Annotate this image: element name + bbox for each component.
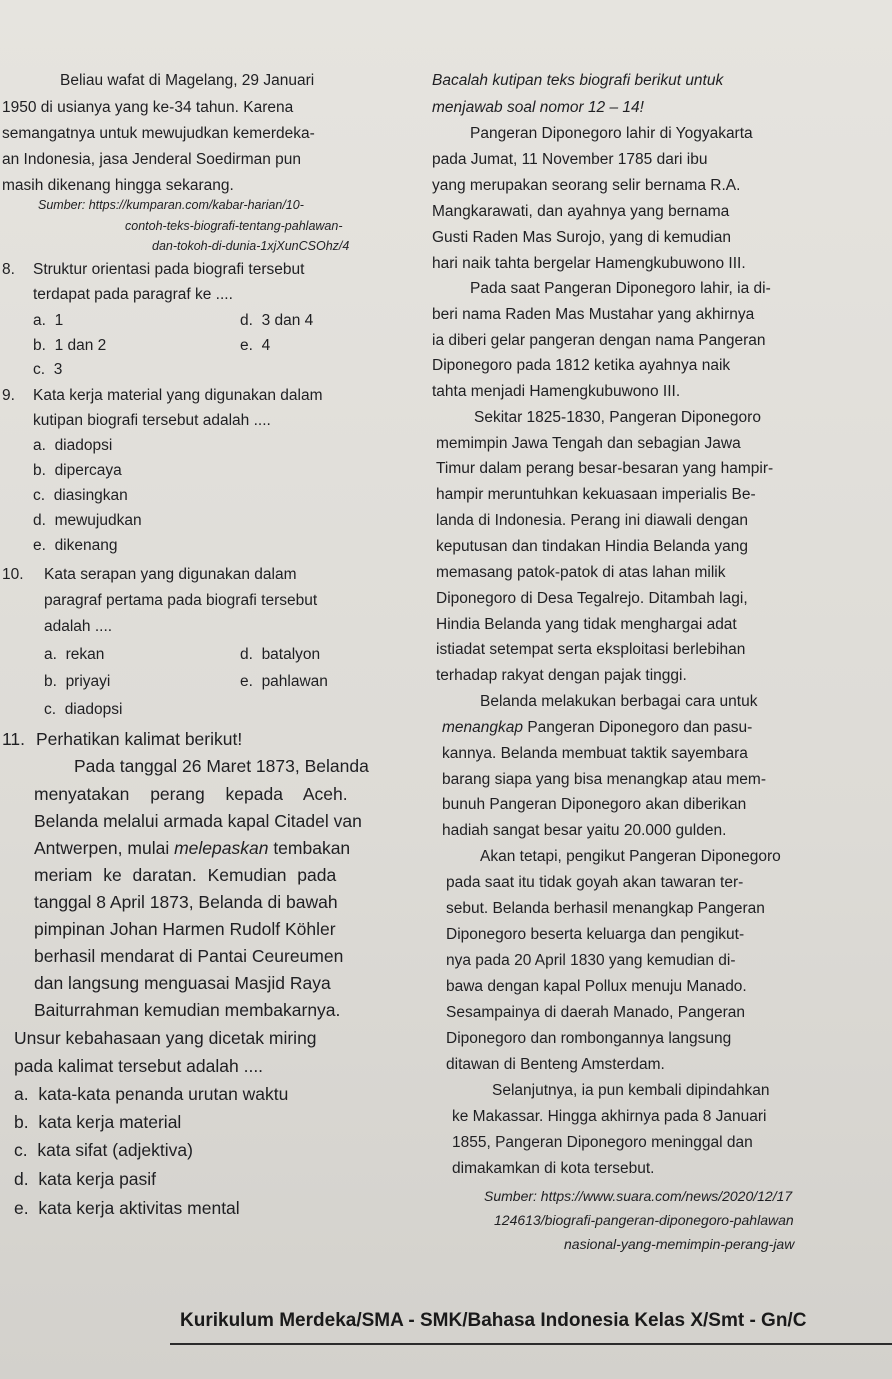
intro-line: Beliau wafat di Magelang, 29 Januari: [60, 72, 315, 89]
question-9-option-d[interactable]: d. mewujudkan: [33, 512, 142, 529]
source-line: 124613/biografi-pangeran-diponegoro-pahlawan: [494, 1212, 794, 1228]
source-line: nasional-yang-memimpin-perang-jaw: [564, 1236, 795, 1252]
question-10-text: adalah ....: [44, 618, 113, 635]
paragraph-5-line: Akan tetapi, pengikut Pangeran Diponegoro: [480, 848, 781, 865]
paragraph-6-line: dimakamkan di kota tersebut.: [452, 1160, 655, 1177]
passage-line: berhasil mendarat di Pantai Ceureumen: [34, 946, 344, 966]
passage-line: meriam ke daratan. Kemudian pada: [34, 865, 337, 885]
paragraph-6-line: 1855, Pangeran Diponegoro meninggal dan: [452, 1134, 753, 1151]
question-10-option-c[interactable]: c. diadopsi: [44, 701, 123, 718]
instruction-line: Bacalah kutipan teks biografi berikut untuk: [432, 72, 724, 89]
paragraph-3-line: memasang patok-patok di atas lahan milik: [436, 564, 726, 581]
passage-line: Belanda melalui armada kapal Citadel van: [34, 811, 362, 831]
question-8-option-a[interactable]: a. 1: [33, 312, 64, 329]
question-8-option-b[interactable]: b. 1 dan 2: [33, 337, 107, 354]
passage-line: pimpinan Johan Harmen Rudolf Köhler: [34, 919, 336, 939]
paragraph-1-line: hari naik tahta bergelar Hamengkubuwono III.: [432, 255, 746, 272]
paragraph-1-line: Mangkarawati, dan ayahnya yang bernama: [432, 203, 730, 220]
question-9-text: kutipan biografi tersebut adalah ....: [33, 412, 271, 429]
paragraph-2-line: tahta menjadi Hamengkubuwono III.: [432, 383, 681, 400]
paragraph-3-line: hampir meruntuhkan kekuasaan imperialis Be-: [436, 486, 756, 503]
paragraph-1-line: pada Jumat, 11 November 1785 dari ibu: [432, 151, 708, 168]
question-9-option-a[interactable]: a. diadopsi: [33, 437, 113, 454]
page-footer: Kurikulum Merdeka/SMA - SMK/Bahasa Indonesia Kelas X/Smt - Gn/C: [180, 1310, 807, 1331]
question-11-option-e[interactable]: e. kata kerja aktivitas mental: [14, 1198, 240, 1218]
paragraph-4-line: bunuh Pangeran Diponegoro akan diberikan: [442, 796, 747, 813]
paragraph-2-line: Diponegoro pada 1812 ketika ayahnya naik: [432, 357, 731, 374]
question-11-option-c[interactable]: c. kata sifat (adjektiva): [14, 1140, 193, 1160]
intro-line: an Indonesia, jasa Jenderal Soedirman pun: [2, 151, 302, 168]
passage-line: menyatakan perang kepada Aceh.: [34, 784, 348, 804]
paragraph-3-line: Hindia Belanda yang tidak menghargai adat: [436, 616, 737, 633]
question-10-option-e[interactable]: e. pahlawan: [240, 673, 328, 690]
paragraph-5-line: ditawan di Benteng Amsterdam.: [446, 1056, 665, 1073]
source-line: dan-tokoh-di-dunia-1xjXunCSOhz/4: [152, 239, 350, 253]
passage-line: Baiturrahman kemudian membakarnya.: [34, 1000, 341, 1020]
question-10-option-b[interactable]: b. priyayi: [44, 673, 111, 690]
question-11-option-b[interactable]: b. kata kerja material: [14, 1112, 182, 1132]
paragraph-6-line: Selanjutnya, ia pun kembali dipindahkan: [492, 1082, 770, 1099]
question-8-option-e[interactable]: e. 4: [240, 337, 271, 354]
paragraph-2-line: beri nama Raden Mas Mustahar yang akhirnya: [432, 306, 755, 323]
question-11-option-a[interactable]: a. kata-kata penanda urutan waktu: [14, 1084, 289, 1104]
paragraph-1-line: Pangeran Diponegoro lahir di Yogyakarta: [470, 125, 753, 142]
question-11-option-d[interactable]: d. kata kerja pasif: [14, 1169, 157, 1189]
paragraph-4-line: barang siapa yang bisa menangkap atau mem-: [442, 771, 766, 788]
question-9-text: Kata kerja material yang digunakan dalam: [33, 387, 323, 404]
paragraph-3-line: memimpin Jawa Tengah dan sebagian Jawa: [436, 435, 741, 452]
paragraph-4-line: hadiah sangat besar yaitu 20.000 gulden.: [442, 822, 727, 839]
question-10-text: Kata serapan yang digunakan dalam: [44, 566, 297, 583]
question-11-text: Unsur kebahasaan yang dicetak miring: [14, 1028, 317, 1048]
question-8-text: terdapat pada paragraf ke ....: [33, 286, 233, 303]
question-9-number: 9.: [2, 387, 15, 404]
paragraph-5-line: nya pada 20 April 1830 yang kemudian di-: [446, 952, 736, 969]
paragraph-5-line: pada saat itu tidak goyah akan tawaran ter-: [446, 874, 744, 891]
paragraph-1-line: Gusti Raden Mas Surojo, yang di kemudian: [432, 229, 731, 246]
paragraph-4-line: kannya. Belanda membuat taktik sayembara: [442, 745, 748, 762]
intro-line: masih dikenang hingga sekarang.: [2, 177, 234, 194]
source-line: contoh-teks-biografi-tentang-pahlawan-: [125, 219, 343, 233]
passage-line: Antwerpen, mulai melepaskan tembakan: [34, 838, 351, 858]
paragraph-1-line: yang merupakan seorang selir bernama R.A.: [432, 177, 741, 194]
question-10-number: 10.: [2, 566, 24, 583]
question-9-option-b[interactable]: b. dipercaya: [33, 462, 122, 479]
paragraph-5-line: bawa dengan kapal Pollux menuju Manado.: [446, 978, 747, 995]
passage-line: tanggal 8 April 1873, Belanda di bawah: [34, 892, 338, 912]
instruction-line: menjawab soal nomor 12 – 14!: [432, 99, 644, 116]
source-line: Sumber: https://kumparan.com/kabar-harian/10-: [38, 198, 304, 212]
paragraph-3-line: keputusan dan tindakan Hindia Belanda yang: [436, 538, 748, 555]
passage-line: Pada tanggal 26 Maret 1873, Belanda: [74, 756, 369, 776]
paragraph-3-line: landa di Indonesia. Perang ini diawali dengan: [436, 512, 748, 529]
footer-rule: [170, 1343, 892, 1345]
paragraph-5-line: Sesampainya di daerah Manado, Pangeran: [446, 1004, 746, 1021]
paragraph-3-line: Timur dalam perang besar-besaran yang hampir-: [436, 460, 774, 477]
passage-line: dan langsung menguasai Masjid Raya: [34, 973, 331, 993]
question-8-text: Struktur orientasi pada biografi tersebut: [33, 261, 305, 278]
paragraph-2-line: Pada saat Pangeran Diponegoro lahir, ia di-: [470, 280, 771, 297]
paragraph-2-line: ia diberi gelar pangeran dengan nama Pangeran: [432, 332, 766, 349]
question-11-text: pada kalimat tersebut adalah ....: [14, 1056, 264, 1076]
intro-line: semangatnya untuk mewujudkan kemerdeka-: [2, 125, 315, 142]
paragraph-3-line: terhadap rakyat dengan pajak tinggi.: [436, 667, 687, 684]
paragraph-4-line: menangkap Pangeran Diponegoro dan pasu-: [442, 719, 753, 736]
paragraph-6-line: ke Makassar. Hingga akhirnya pada 8 Januari: [452, 1108, 767, 1125]
paragraph-3-line: istiadat setempat serta eksploitasi berlebihan: [436, 641, 746, 658]
paragraph-5-line: sebut. Belanda berhasil menangkap Pangeran: [446, 900, 765, 917]
question-8-number: 8.: [2, 261, 15, 278]
paragraph-5-line: Diponegoro dan rombongannya langsung: [446, 1030, 732, 1047]
question-11-intro: Perhatikan kalimat berikut!: [36, 729, 243, 749]
question-10-option-a[interactable]: a. rekan: [44, 646, 105, 663]
paragraph-5-line: Diponegoro beserta keluarga dan pengikut-: [446, 926, 745, 943]
question-8-option-d[interactable]: d. 3 dan 4: [240, 312, 314, 329]
question-9-option-c[interactable]: c. diasingkan: [33, 487, 128, 504]
paragraph-3-line: Sekitar 1825-1830, Pangeran Diponegoro: [474, 409, 761, 426]
question-9-option-e[interactable]: e. dikenang: [33, 537, 118, 554]
question-8-option-c[interactable]: c. 3: [33, 361, 63, 378]
question-10-text: paragraf pertama pada biografi tersebut: [44, 592, 318, 609]
paragraph-4-line: Belanda melakukan berbagai cara untuk: [480, 693, 758, 710]
source-line: Sumber: https://www.suara.com/news/2020/12/17: [484, 1188, 793, 1204]
paragraph-3-line: Diponegoro di Desa Tegalrejo. Ditambah lagi,: [436, 590, 748, 607]
question-10-option-d[interactable]: d. batalyon: [240, 646, 321, 663]
question-11-number: 11.: [2, 729, 26, 749]
intro-line: 1950 di usianya yang ke-34 tahun. Karena: [2, 99, 294, 116]
